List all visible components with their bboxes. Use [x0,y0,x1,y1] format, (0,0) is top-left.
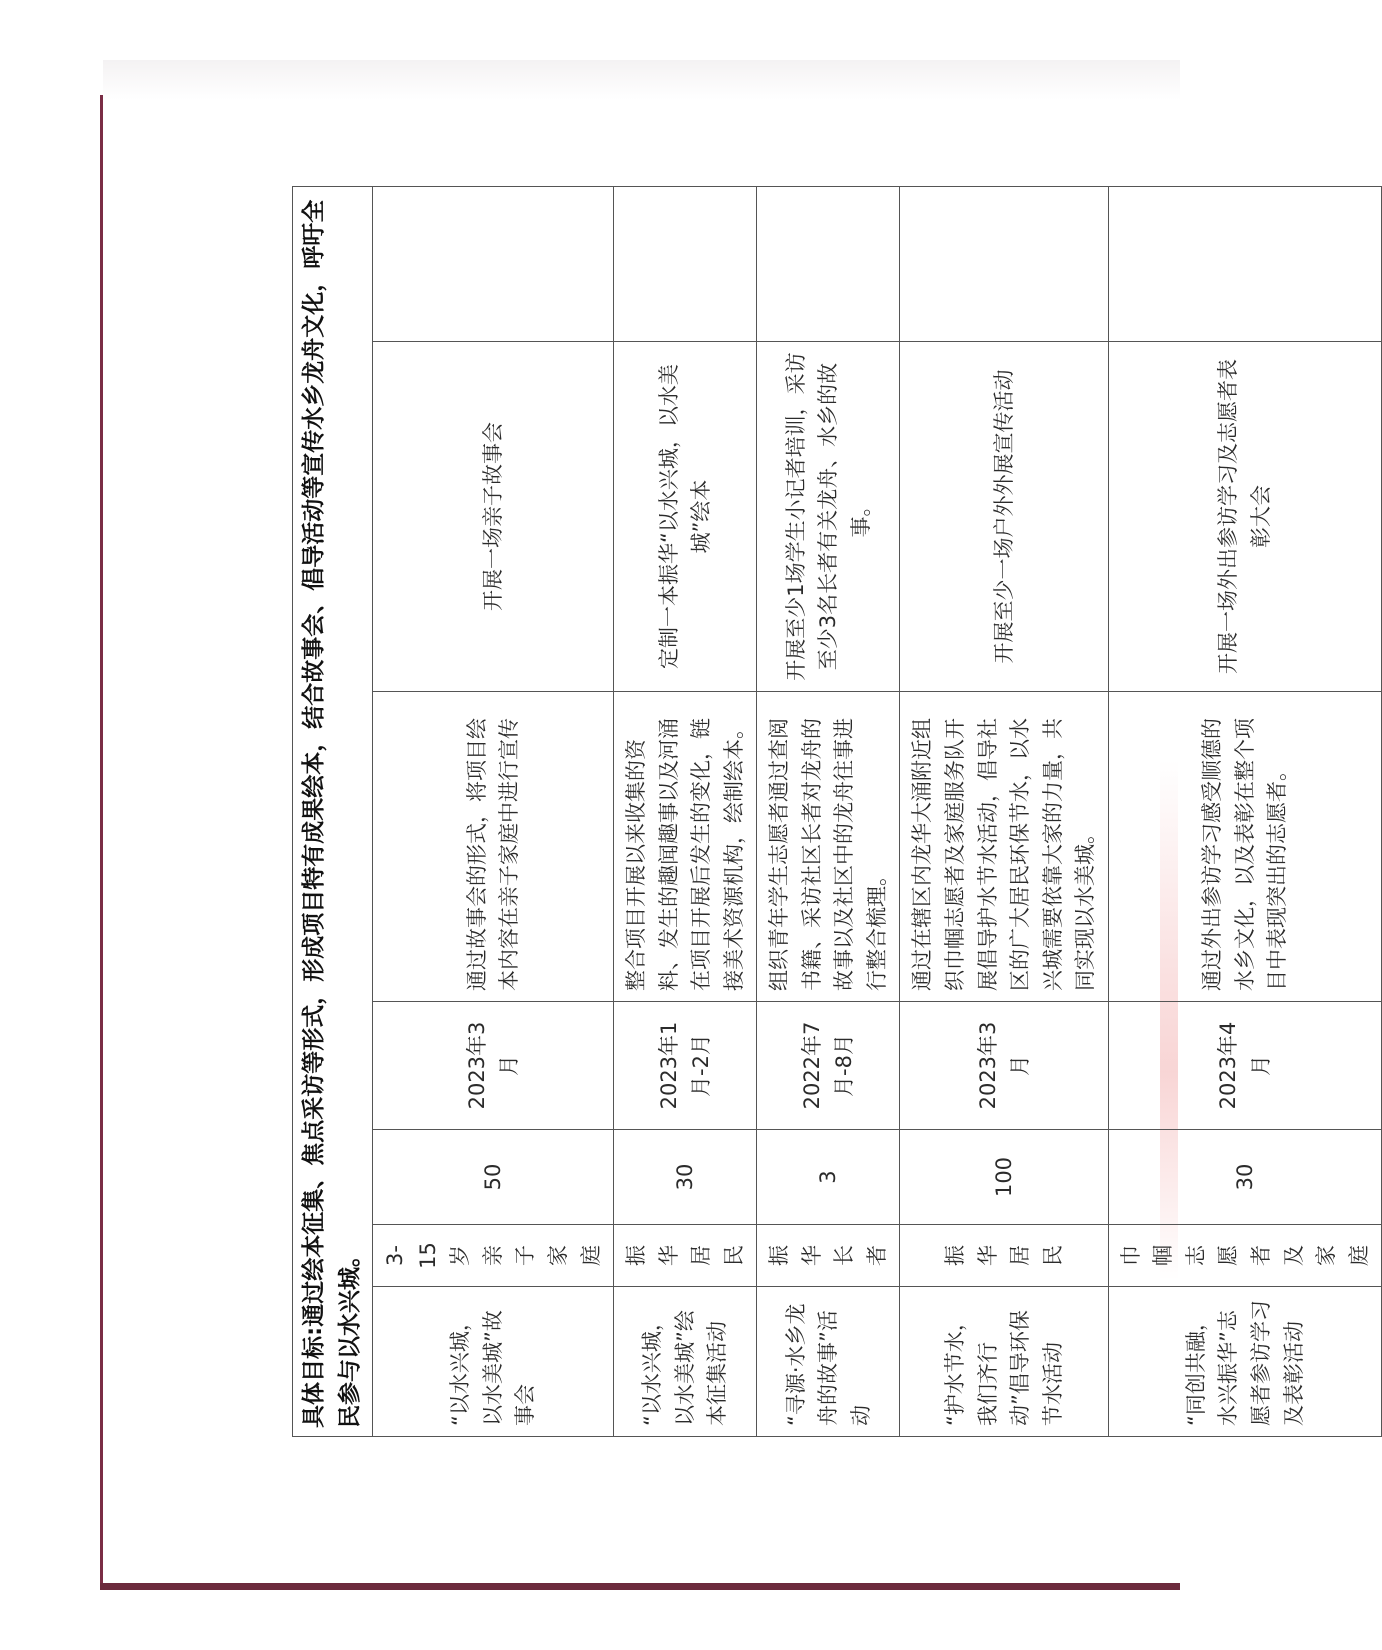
activity-time: 2023年4月 [1108,1002,1381,1130]
table-row [373,187,614,1437]
table-row [900,187,1108,1437]
activity-outcome: 开展一场亲子故事会 [373,342,614,692]
activity-count: 100 [900,1130,1108,1225]
activity-plan-table [292,186,1382,1437]
activity-time: 2023年3月 [900,1002,1108,1130]
activity-name: “护水节水，我们齐行动”倡导环保节水活动 [900,1287,1108,1437]
blank-cell [757,187,900,342]
activity-target: 振华居民 [900,1225,1108,1287]
activity-time: 2023年1月-2月 [614,1002,757,1130]
activity-count: 3 [757,1130,900,1225]
activity-outcome: 定制一本振华“以水兴城，以水美城”绘本 [614,342,757,692]
activity-content: 通过在辖区内龙华大涌附近组织巾帼志愿者及家庭服务队开展倡导护水节水活动，倡导社区的广大居民环保节水，以水兴城需要依靠大家的力量，共同实现以水美城。 [900,692,1108,1002]
activity-outcome: 开展至少1场学生小记者培训，采访至少3名长者有关龙舟、水乡的故事。 [757,342,900,692]
activity-name: “同创共融，水兴振华”志愿者参访学习及表彰活动 [1108,1287,1381,1437]
activity-outcome: 开展至少一场户外外展宣传活动 [900,342,1108,692]
table-row [614,187,757,1437]
activity-target: 巾帼志愿者及家庭 [1108,1225,1381,1287]
scan-shadow [103,60,1180,100]
scan-edge-bottom [100,1583,1180,1590]
activity-count: 50 [373,1130,614,1225]
blank-cell [1108,187,1381,342]
activity-count: 30 [1108,1130,1381,1225]
activity-count: 30 [614,1130,757,1225]
blank-cell [614,187,757,342]
activity-time: 2023年3月 [373,1002,614,1130]
activity-name: “以水兴城，以水美城”绘本征集活动 [614,1287,757,1437]
activity-content: 整合项目开展以来收集的资料、发生的趣闻趣事以及河涌在项目开展后发生的变化，链接美术资源机构，绘制绘本。 [614,692,757,1002]
activity-content: 通过外出参访学习感受顺德的水乡文化，以及表彰在整个项目中表现突出的志愿者。 [1108,692,1381,1002]
activity-time: 2022年7月-8月 [757,1002,900,1130]
activity-outcome: 开展一场外出参访学习及志愿者表彰大会 [1108,342,1381,692]
activity-name: “以水兴城，以水美城”故事会 [373,1287,614,1437]
table-row [1108,187,1381,1437]
activity-target: 振华长者 [757,1225,900,1287]
activity-content: 组织青年学生志愿者通过查阅书籍、采访社区长者对龙舟的故事以及社区中的龙舟往事进行整合梳理。 [757,692,900,1002]
blank-cell [900,187,1108,342]
objective-heading: 具体目标:通过绘本征集、焦点采访等形式，形成项目特有成果绘本，结合故事会、倡导活动等宣传水乡龙舟文化，呼吁全民参与以水兴城。 [293,187,373,1437]
activity-name: “寻源·水乡龙舟的故事”活动 [757,1287,900,1437]
activity-target: 振华居民 [614,1225,757,1287]
scan-edge-left [100,95,103,1585]
rotated-document-page [292,187,1371,1437]
table-row [757,187,900,1437]
activity-content: 通过故事会的形式，将项目绘本内容在亲子家庭中进行宣传 [373,692,614,1002]
activity-target: 3-15岁亲子家庭 [373,1225,614,1287]
blank-cell [373,187,614,342]
